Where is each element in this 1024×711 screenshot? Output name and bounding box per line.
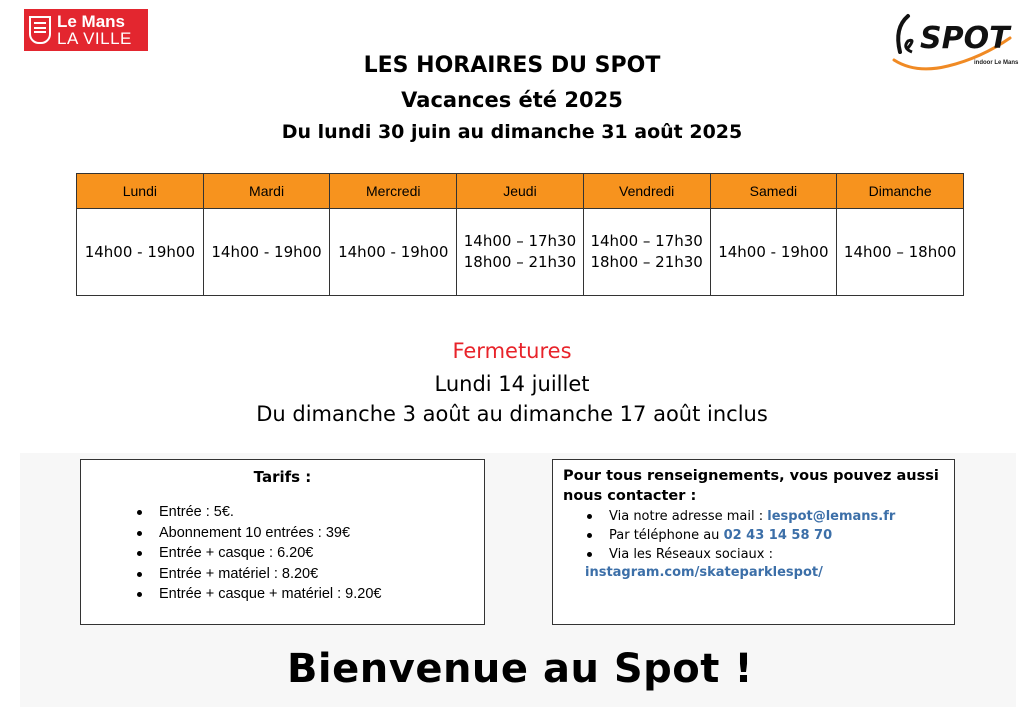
closure-item: Du dimanche 3 août au dimanche 17 août inclus — [256, 402, 768, 426]
instagram-link[interactable]: instagram.com/skateparklespot/ — [585, 565, 823, 580]
le-mans-logo-text — [57, 13, 132, 47]
le-spot-tagline: indoor Le Mans — [974, 60, 1019, 66]
tarif-item: Entrée + casque : 6.20€ — [133, 543, 484, 564]
contact-phone-item — [583, 526, 954, 545]
contact-mail-link[interactable]: lespot@lemans.fr — [767, 509, 896, 524]
tarif-item: Entrée : 5€. — [133, 502, 484, 523]
tarif-item: Entrée + matériel : 8.20€ — [133, 564, 484, 585]
contact-social-item — [583, 545, 954, 564]
period-dates: Du lundi 30 juin au dimanche 31 août 2025 — [281, 121, 743, 143]
schedule-header-row — [77, 174, 964, 209]
hours-slot: 14h00 – 17h30 — [463, 232, 577, 250]
hours-slot: 14h00 – 17h30 — [590, 232, 703, 250]
hours-slot: 14h00 - 19h00 — [211, 242, 322, 261]
le-mans-logo — [24, 9, 148, 51]
closure-item: Lundi 14 juillet — [434, 372, 590, 396]
svg-text:SPOT: SPOT — [920, 21, 1010, 56]
schedule-hours-row — [77, 209, 964, 296]
tarifs-box — [80, 459, 485, 625]
hours-cell-dimanche — [837, 209, 964, 296]
day-header: Dimanche — [837, 174, 964, 209]
tarifs-title: Tarifs : — [253, 468, 312, 486]
hours-cell-mercredi — [330, 209, 457, 296]
contact-box — [552, 459, 955, 625]
day-header: Mardi — [203, 174, 330, 209]
le-mans-logo-line1: Le Mans — [57, 12, 126, 31]
day-header: Lundi — [77, 174, 204, 209]
contact-phone-label: Par téléphone au — [609, 528, 724, 543]
le-mans-logo-line2: LA VILLE — [57, 29, 132, 48]
tarif-item: Abonnement 10 entrées : 39€ — [133, 523, 484, 544]
hours-slot: 14h00 – 18h00 — [843, 242, 957, 261]
page-title: LES HORAIRES DU SPOT — [363, 53, 661, 78]
hours-slot: 18h00 – 21h30 — [590, 253, 703, 271]
hours-cell-jeudi — [457, 209, 584, 296]
day-header: Samedi — [710, 174, 837, 209]
hours-cell-lundi — [77, 209, 204, 296]
hours-slot: 14h00 - 19h00 — [718, 242, 829, 261]
hours-slot: 14h00 - 19h00 — [338, 242, 449, 261]
tarif-item: Entrée + casque + matériel : 9.20€ — [133, 584, 484, 605]
contact-mail-label: Via notre adresse mail : — [609, 509, 768, 524]
contact-social-label: Via les Réseaux sociaux : — [609, 547, 773, 562]
contact-intro: Pour tous renseignements, vous pouvez aussi nous contacter : — [563, 468, 939, 504]
page-subtitle: Vacances été 2025 — [401, 88, 623, 112]
crest-icon — [29, 16, 51, 44]
hours-cell-samedi — [710, 209, 837, 296]
contact-mail-item — [583, 507, 954, 526]
day-header: Mercredi — [330, 174, 457, 209]
hours-cell-mardi — [203, 209, 330, 296]
hours-cell-vendredi — [583, 209, 710, 296]
day-header: Vendredi — [583, 174, 710, 209]
contact-list — [553, 507, 954, 564]
contact-phone-link[interactable]: 02 43 14 58 70 — [723, 528, 833, 543]
closures-title: Fermetures — [452, 339, 572, 363]
day-header: Jeudi — [457, 174, 584, 209]
hours-slot: 14h00 - 19h00 — [84, 242, 195, 261]
hours-slot: 18h00 – 21h30 — [463, 253, 577, 271]
tarifs-list — [81, 502, 484, 605]
schedule-table — [76, 173, 964, 296]
welcome-message: Bienvenue au Spot ! — [286, 646, 754, 692]
